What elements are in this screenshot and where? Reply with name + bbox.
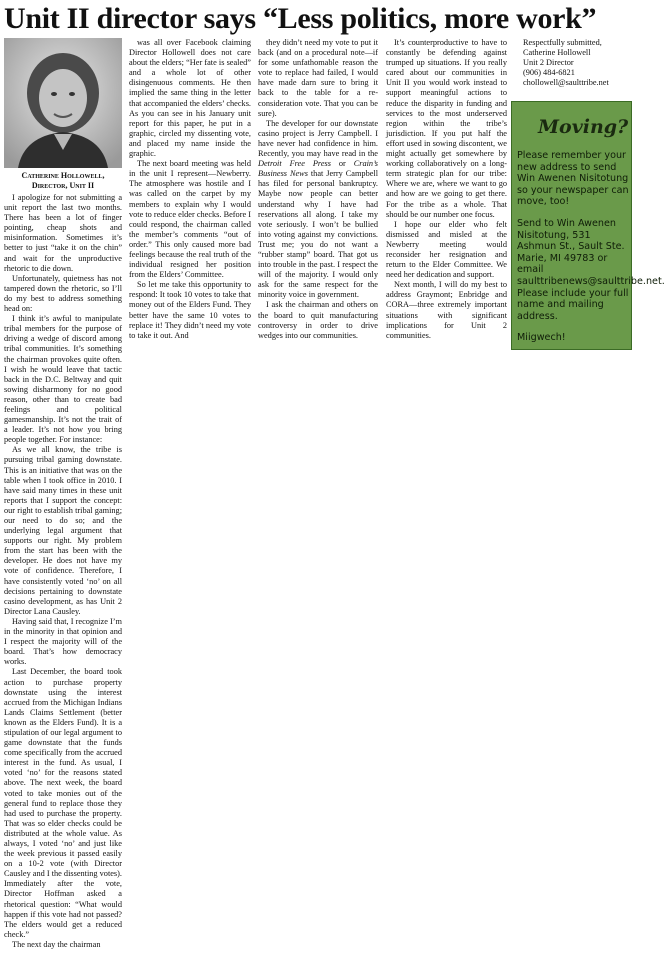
article-paragraph: I think it’s awful to manipulate tribal members for the purpose of driving a wedge of discord among tribal communities. It’s something the chairman provokes quite often. I wish he would leave that tactic back in the D.C. Beltway and quit sowing disharmony for no good reason, other than to create bad feelings and political gamesmanship. It’s not the trait of a leader. It’s not how you bring people together. For instance: <box>4 314 122 445</box>
article-paragraph: Unfortunately, quietness has not tampered down the rhetoric, so I’ll do my best to address something head on: <box>4 273 122 314</box>
column-4 <box>386 38 507 341</box>
article-paragraph: I hope our elder who felt dismissed and misled at the Newberry meeting would reconsider her resignation and return to the Elder Committee. We need her dedication and support. <box>386 219 507 280</box>
article-paragraph: was all over Facebook claiming Director Hollowell does not care about the elders; “Her fate is sealed” and a whole lot of other disingenuous comments. He then implied the same thing in the letter that accompanied the elders’ checks. As you can see in his January unit report for this paper, he put in a graphic, circled my dissenting vote, and placed my name inside the graphic. <box>129 38 251 159</box>
moving-line-1: Please remember your new address to send Win Awenen Nisitotung so your newspaper can move, too! <box>517 150 629 208</box>
moving-line-2: Send to Win Awenen Nisitotung, 531 Ashmun St., Sault Ste. Marie, MI 49783 or email saulttribenews@saulttribe.net. Please include your full name and mailing address. <box>517 217 665 322</box>
signature-closing: Respectfully submitted, <box>523 38 602 47</box>
moving-text <box>517 150 665 354</box>
article-paragraph: So let me take this opportunity to respond: It took 10 votes to take that money out of the Elders Fund. They better have the same 10 votes to replace it! They didn’t need my vote to take it out. And <box>129 280 251 340</box>
photo-caption <box>4 171 122 191</box>
article-paragraph: The next day the chairman <box>12 939 101 949</box>
article-paragraph: they didn’t need my vote to put it back (and on a procedural note—if for some unfathomable reason the vote to replace had failed, I would have made darn sure to bring it back to the table for a re-consideration vote. That you can be sure). <box>258 38 378 118</box>
article-paragraph: As we all know, the tribe is pursuing tribal gaming downstate. This is an initiative that was on the table when I took office in 2010. I have said many times in these unit reports that I support the concept: our right to establish tribal gaming; our need to do so; and the underlying legal argument that supports our right. My problem from the start has been with the developer. He does not have my vote of confidence. Therefore, I have consistently voted ‘no’ on all decisions pertaining to downstate casino development, as has Unit 2 Director Lana Causley. <box>4 445 122 616</box>
article-paragraph: It’s counterproductive to have to constantly be defending against trumped up situations. If you really cared about our communities in Unit II you would work instead to support meaningful actions to reduce the disparity in funding and services to the most underserved region within the tribe’s jurisdiction. If you put half the effort used in sowing discontent, we might actually get somewhere by working collaboratively on a long-term strategic plan for our tribe: Where we are, where we want to go and how are we going to get there. For the tribe as a whole. That should be our number one focus. <box>386 38 507 219</box>
headline: Unit II director says “Less politics, more work” <box>4 2 597 35</box>
column-2 <box>129 38 251 341</box>
article-paragraph: The next board meeting was held in the unit I represent—Newberry. The atmosphere was hostile and I was called on the carpet by my members to explain why I would vote to reduce elder checks. Before I could respond, the chairman called the member’s comments “out of order.” This only caused more bad feelings because the real truth of the individual resigned her position from the Elders’ Committee. <box>129 159 251 280</box>
caption-title: Director, Unit II <box>31 181 95 190</box>
author-photo <box>4 38 122 168</box>
column-3 <box>258 38 378 341</box>
caption-name: Catherine Hollowell, <box>21 171 105 180</box>
article-paragraph: I apologize for not submitting a unit report the last two months. There has been a lot of finger pointing, cheap shots and misinformation. Sometimes it’s better to just “take it on the chin” and wait for the unproductive rhetoric to die down. <box>4 193 122 273</box>
moving-line-3: Miigwech! <box>517 332 566 344</box>
article-paragraph: Last December, the board took action to purchase property downstate using the interest accrued from the Michigan Indians Lands Claims Settlement (better known as the Elders Fund). It is a stipulation of our legal argument to game downstate that the funds come specifically from the accrued interest in the fund. As usual, I voted ‘no’ for the reasons stated above. The next week, the board voted to take monies out of the general fund to replace those they had used to purchase the property. That was so elder checks could be distributed at the whole value. As always, I voted ‘no’ and just like the week previous it passed easily on a 10-2 vote (with Director Causley and I the dissenting votes). Immediately after the vote, Director Hoffman asked a rhetorical question: “What would happen if this vote had not passed? The elders would get a reduced check.” <box>4 667 122 939</box>
article-paragraph: Next month, I will do my best to address Graymont; Enbridge and CORA—three extremely important situations with significant implications for Unit 2 communities. <box>386 280 507 340</box>
article-paragraph: Having said that, I recognize I’m in the minority in that opinion and I respect the majority will of the board. That’s how democracy works. <box>4 616 122 667</box>
signature-name: Catherine Hollowell <box>523 48 591 58</box>
signature-block <box>523 38 633 88</box>
moving-notice-box <box>511 101 665 350</box>
portrait-image <box>4 38 122 168</box>
article-paragraph: The developer for our downstate casino project is Jerry Campbell. I have never had confidence in him. Recently, you may have read in the Detroit Free Press or Crain’s Business News that Jerry Campbell has filed for personal bankruptcy. Maybe now people can better understand why I have had reservations all along. I take my vote seriously. I won’t be bullied into voting against my convictions. Trust me; you do not want a “rubber stamp” board. That got us into trouble in the past. I respect the will of the majority. I would only ask for the same respect for the minority voice in government. <box>258 118 379 300</box>
signature-phone: (906) 484-6821 <box>523 68 575 78</box>
signature-email[interactable]: chollowell@saulttribe.net <box>523 78 609 88</box>
moving-title: Moving? <box>538 116 629 138</box>
article-paragraph: I ask the chairman and others on the board to quit manufacturing controversy in order to drive wedges into our communities. <box>258 300 378 340</box>
column-1 <box>4 38 122 950</box>
signature-title: Unit 2 Director <box>523 58 574 68</box>
